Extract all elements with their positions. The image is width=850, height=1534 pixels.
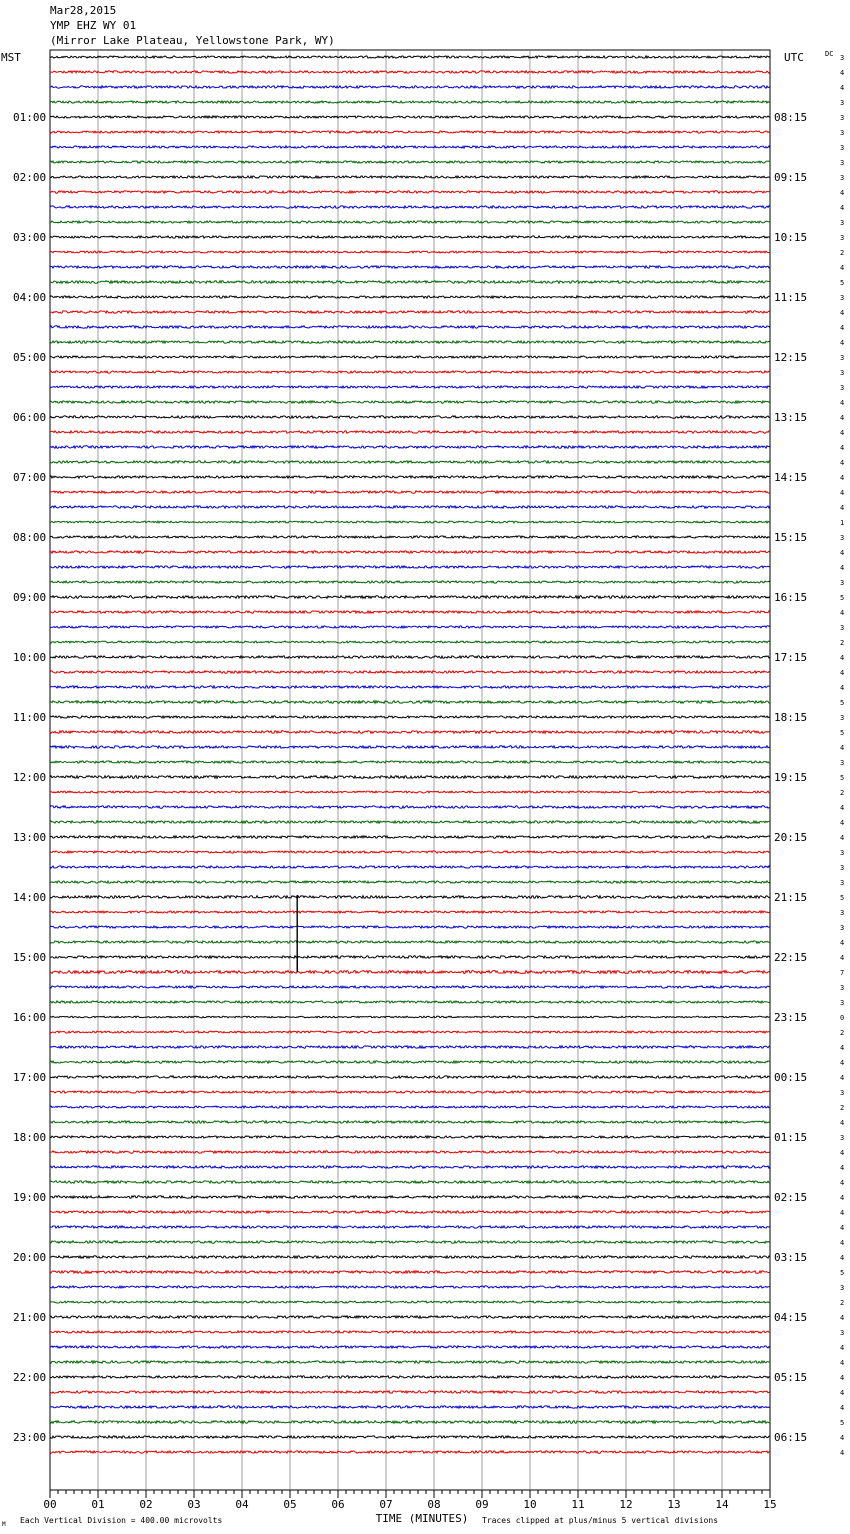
dc-value: 3: [840, 534, 845, 542]
dc-value: 1: [840, 519, 845, 527]
right-hour-label: 11:15: [774, 291, 808, 304]
time-axis: [43, 1490, 776, 1511]
left-timezone-label: MST: [1, 51, 21, 64]
left-hour-label: 13:00: [13, 831, 47, 844]
right-hour-label: 22:15: [774, 951, 808, 964]
trace-row: [50, 836, 770, 838]
dc-value: 3: [840, 909, 845, 917]
dc-value: 4: [840, 69, 845, 77]
right-hour-label: 09:15: [774, 171, 808, 184]
record-date: Mar28,2015: [50, 4, 117, 17]
dc-value: 4: [840, 654, 845, 662]
x-tick-label: 08: [427, 1498, 441, 1511]
x-tick-label: 15: [763, 1498, 777, 1511]
dc-value: 4: [840, 204, 845, 212]
dc-value: 3: [840, 1329, 845, 1337]
dc-value: 4: [840, 189, 845, 197]
trace-row: [50, 716, 770, 718]
x-tick-label: 07: [379, 1498, 393, 1511]
trace-row: [50, 56, 770, 58]
dc-value: 3: [840, 849, 845, 857]
left-hour-labels: [13, 111, 46, 1444]
right-hour-label: 01:15: [774, 1131, 808, 1144]
dc-value: 4: [840, 1149, 845, 1157]
trace-row: [50, 1181, 770, 1183]
dc-value: 4: [840, 309, 845, 317]
trace-row: [50, 1301, 770, 1303]
dc-value-column: [840, 54, 844, 1457]
trace-row: [50, 356, 770, 358]
dc-label: DC: [825, 50, 834, 58]
left-hour-label: 17:00: [13, 1071, 47, 1084]
dc-value: 3: [840, 384, 845, 392]
dc-value: 3: [840, 294, 845, 302]
dc-value: 3: [840, 219, 845, 227]
trace-row: [50, 1391, 770, 1393]
x-tick-label: 05: [283, 1498, 297, 1511]
dc-value: 3: [840, 354, 845, 362]
scale-note: Each Vertical Division = 400.00 microvolts: [20, 1516, 223, 1525]
dc-value: 3: [840, 369, 845, 377]
dc-value: 4: [840, 1314, 845, 1322]
trace-row: [50, 131, 770, 133]
trace-row: [50, 731, 770, 734]
x-tick-label: 11: [571, 1498, 585, 1511]
corner-mark: M: [2, 1521, 6, 1528]
right-hour-label: 00:15: [774, 1071, 808, 1084]
trace-row: [50, 746, 770, 748]
dc-value: 3: [840, 924, 845, 932]
left-hour-label: 04:00: [13, 291, 47, 304]
left-hour-label: 03:00: [13, 231, 47, 244]
dc-value: 5: [840, 699, 845, 707]
dc-value: 3: [840, 984, 845, 992]
dc-value: 3: [840, 144, 845, 152]
right-hour-label: 15:15: [774, 531, 808, 544]
trace-row: [50, 491, 770, 493]
x-tick-label: 12: [619, 1498, 633, 1511]
dc-value: 4: [840, 609, 845, 617]
x-tick-label: 09: [475, 1498, 489, 1511]
dc-value: 4: [840, 84, 845, 92]
right-hour-label: 10:15: [774, 231, 808, 244]
trace-row: [50, 776, 770, 779]
trace-row: [50, 671, 770, 673]
left-hour-label: 20:00: [13, 1251, 47, 1264]
left-hour-label: 19:00: [13, 1191, 47, 1204]
trace-row: [50, 476, 770, 478]
left-hour-label: 16:00: [13, 1011, 47, 1024]
dc-value: 5: [840, 594, 845, 602]
time-grid: [50, 50, 770, 1490]
dc-value: 3: [840, 624, 845, 632]
trace-row: [50, 656, 770, 658]
dc-value: 4: [840, 684, 845, 692]
right-hour-label: 23:15: [774, 1011, 808, 1024]
trace-row: [50, 1166, 770, 1168]
dc-value: 4: [840, 474, 845, 482]
dc-value: 4: [840, 489, 845, 497]
trace-row: [50, 911, 770, 913]
trace-row: [50, 1406, 770, 1408]
trace-row: [50, 1031, 770, 1033]
dc-value: 4: [840, 264, 845, 272]
trace-row: [50, 236, 770, 238]
left-hour-label: 07:00: [13, 471, 47, 484]
trace-rows: [50, 56, 770, 1453]
right-hour-label: 13:15: [774, 411, 808, 424]
trace-row: [50, 1376, 770, 1378]
dc-value: 5: [840, 1419, 845, 1427]
left-hour-label: 06:00: [13, 411, 47, 424]
trace-row: [50, 1106, 770, 1108]
right-hour-label: 03:15: [774, 1251, 808, 1264]
left-hour-label: 11:00: [13, 711, 47, 724]
trace-row: [50, 176, 770, 178]
dc-value: 0: [840, 1014, 845, 1022]
left-hour-label: 14:00: [13, 891, 47, 904]
trace-row: [50, 1241, 770, 1243]
trace-row: [50, 1061, 770, 1063]
dc-value: 3: [840, 714, 845, 722]
left-hour-label: 08:00: [13, 531, 47, 544]
dc-value: 4: [840, 444, 845, 452]
trace-row: [50, 641, 770, 643]
dc-value: 3: [840, 129, 845, 137]
left-hour-label: 05:00: [13, 351, 47, 364]
trace-row: [50, 1316, 770, 1318]
trace-row: [50, 251, 770, 253]
trace-row: [50, 1451, 770, 1453]
trace-row: [50, 1046, 770, 1048]
trace-row: [50, 1256, 770, 1258]
right-hour-label: 20:15: [774, 831, 808, 844]
trace-row: [50, 86, 770, 88]
dc-value: 2: [840, 1104, 845, 1112]
dc-value: 4: [840, 1059, 845, 1067]
trace-row: [50, 761, 770, 763]
trace-row: [50, 896, 770, 899]
dc-value: 4: [840, 324, 845, 332]
dc-value: 4: [840, 1344, 845, 1352]
trace-row: [50, 881, 770, 883]
dc-value: 4: [840, 564, 845, 572]
trace-row: [50, 506, 770, 508]
x-tick-label: 13: [667, 1498, 681, 1511]
trace-row: [50, 596, 770, 599]
dc-value: 4: [840, 459, 845, 467]
dc-value: 4: [840, 429, 845, 437]
trace-row: [50, 431, 770, 433]
left-hour-label: 02:00: [13, 171, 47, 184]
dc-value: 4: [840, 819, 845, 827]
dc-value: 4: [840, 414, 845, 422]
dc-value: 4: [840, 1044, 845, 1052]
dc-value: 4: [840, 1389, 845, 1397]
right-hour-label: 16:15: [774, 591, 808, 604]
right-hour-label: 17:15: [774, 651, 808, 664]
right-hour-label: 06:15: [774, 1431, 808, 1444]
trace-row: [50, 1136, 770, 1138]
trace-row: [50, 971, 770, 974]
trace-row: [50, 461, 770, 463]
trace-row: [50, 1151, 770, 1153]
trace-row: [50, 926, 770, 928]
trace-row: [50, 326, 770, 328]
dc-value: 3: [840, 159, 845, 167]
trace-row: [50, 806, 770, 808]
right-hour-label: 14:15: [774, 471, 808, 484]
trace-row: [50, 206, 770, 208]
trace-row: [50, 956, 770, 958]
right-timezone-label: UTC: [784, 51, 804, 64]
trace-row: [50, 1196, 770, 1198]
trace-row: [50, 446, 770, 448]
trace-row: [50, 1016, 770, 1018]
dc-value: 3: [840, 54, 845, 62]
trace-row: [50, 371, 770, 373]
dc-value: 5: [840, 774, 845, 782]
x-tick-label: 03: [187, 1498, 201, 1511]
dc-value: 3: [840, 579, 845, 587]
right-hour-labels: [774, 111, 807, 1444]
dc-value: 4: [840, 399, 845, 407]
dc-value: 4: [840, 1404, 845, 1412]
dc-value: 4: [840, 834, 845, 842]
left-hour-label: 18:00: [13, 1131, 47, 1144]
trace-row: [50, 521, 770, 523]
plot-frame: [50, 50, 770, 1490]
trace-row: [50, 1121, 770, 1123]
trace-row: [50, 1286, 770, 1288]
dc-value: 4: [840, 804, 845, 812]
dc-value: 5: [840, 729, 845, 737]
trace-row: [50, 866, 770, 868]
dc-value: 4: [840, 1449, 845, 1457]
right-hour-label: 21:15: [774, 891, 808, 904]
dc-value: 5: [840, 279, 845, 287]
trace-row: [50, 221, 770, 223]
trace-row: [50, 1331, 770, 1333]
dc-value: 4: [840, 1239, 845, 1247]
x-tick-label: 02: [139, 1498, 153, 1511]
dc-value: 2: [840, 789, 845, 797]
trace-row: [50, 191, 770, 193]
dc-value: 4: [840, 744, 845, 752]
left-hour-label: 01:00: [13, 111, 47, 124]
trace-row: [50, 386, 770, 388]
x-tick-label: 04: [235, 1498, 249, 1511]
dc-value: 4: [840, 1119, 845, 1127]
trace-row: [50, 71, 770, 73]
trace-row: [50, 626, 770, 628]
dc-value: 3: [840, 1089, 845, 1097]
trace-row: [50, 116, 770, 118]
right-hour-label: 04:15: [774, 1311, 808, 1324]
dc-value: 3: [840, 879, 845, 887]
trace-row: [50, 851, 770, 853]
station-code: YMP EHZ WY 01: [50, 19, 137, 32]
dc-value: 3: [840, 999, 845, 1007]
dc-value: 4: [840, 939, 845, 947]
trace-row: [50, 1091, 770, 1093]
trace-row: [50, 401, 770, 403]
dc-value: 2: [840, 1299, 845, 1307]
trace-row: [50, 611, 770, 613]
x-tick-label: 10: [523, 1498, 537, 1511]
trace-row: [50, 1226, 770, 1228]
left-hour-label: 22:00: [13, 1371, 47, 1384]
right-hour-label: 02:15: [774, 1191, 808, 1204]
trace-row: [50, 266, 770, 268]
trace-row: [50, 1436, 770, 1438]
dc-value: 4: [840, 1374, 845, 1382]
x-tick-label: 06: [331, 1498, 345, 1511]
trace-row: [50, 686, 770, 688]
trace-row: [50, 416, 770, 418]
dc-value: 3: [840, 174, 845, 182]
dc-value: 3: [840, 759, 845, 767]
x-axis-title: TIME (MINUTES): [375, 1512, 469, 1525]
trace-row: [50, 296, 770, 298]
right-hour-label: 05:15: [774, 1371, 808, 1384]
dc-value: 4: [840, 669, 845, 677]
trace-row: [50, 566, 770, 568]
dc-value: 3: [840, 1284, 845, 1292]
dc-value: 7: [840, 969, 845, 977]
station-location: (Mirror Lake Plateau, Yellowstone Park, WY): [50, 34, 335, 47]
dc-value: 5: [840, 894, 845, 902]
right-hour-label: 12:15: [774, 351, 808, 364]
left-hour-label: 21:00: [13, 1311, 47, 1324]
trace-row: [50, 311, 770, 313]
dc-value: 4: [840, 1254, 845, 1262]
trace-row: [50, 581, 770, 583]
trace-row: [50, 941, 770, 943]
trace-row: [50, 791, 770, 793]
right-hour-label: 18:15: [774, 711, 808, 724]
dc-value: 4: [840, 1434, 845, 1442]
dc-value: 4: [840, 1164, 845, 1172]
trace-row: [50, 821, 770, 823]
dc-value: 2: [840, 1029, 845, 1037]
trace-row: [50, 341, 770, 343]
left-hour-label: 10:00: [13, 651, 47, 664]
dc-value: 3: [840, 1134, 845, 1142]
right-hour-label: 19:15: [774, 771, 808, 784]
trace-row: [50, 1346, 770, 1348]
x-tick-label: 01: [91, 1498, 105, 1511]
trace-row: [50, 1421, 770, 1424]
trace-row: [50, 101, 770, 103]
trace-row: [50, 1001, 770, 1003]
left-hour-label: 23:00: [13, 1431, 47, 1444]
x-tick-label: 00: [43, 1498, 57, 1511]
trace-row: [50, 161, 770, 163]
trace-row: [50, 1271, 770, 1274]
dc-value: 4: [840, 1179, 845, 1187]
trace-row: [50, 1211, 770, 1213]
dc-value: 4: [840, 504, 845, 512]
trace-row: [50, 551, 770, 553]
right-hour-label: 08:15: [774, 111, 808, 124]
trace-row: [50, 986, 770, 988]
trace-row: [50, 701, 770, 704]
dc-value: 3: [840, 114, 845, 122]
dc-value: 4: [840, 1074, 845, 1082]
trace-row: [50, 536, 770, 538]
dc-value: 2: [840, 639, 845, 647]
left-hour-label: 12:00: [13, 771, 47, 784]
x-tick-label: 14: [715, 1498, 729, 1511]
dc-value: 3: [840, 99, 845, 107]
dc-value: 5: [840, 1269, 845, 1277]
trace-row: [50, 1361, 770, 1363]
dc-value: 4: [840, 549, 845, 557]
trace-row: [50, 146, 770, 148]
dc-value: 2: [840, 249, 845, 257]
clip-note: Traces clipped at plus/minus 5 vertical divisions: [482, 1516, 719, 1525]
dc-value: 4: [840, 954, 845, 962]
dc-value: 4: [840, 1359, 845, 1367]
trace-row: [50, 281, 770, 284]
dc-value: 3: [840, 864, 845, 872]
dc-value: 4: [840, 1209, 845, 1217]
left-hour-label: 15:00: [13, 951, 47, 964]
dc-value: 3: [840, 234, 845, 242]
trace-row: [50, 1076, 770, 1078]
dc-value: 4: [840, 1194, 845, 1202]
dc-value: 4: [840, 339, 845, 347]
dc-value: 4: [840, 1224, 845, 1232]
left-hour-label: 09:00: [13, 591, 47, 604]
